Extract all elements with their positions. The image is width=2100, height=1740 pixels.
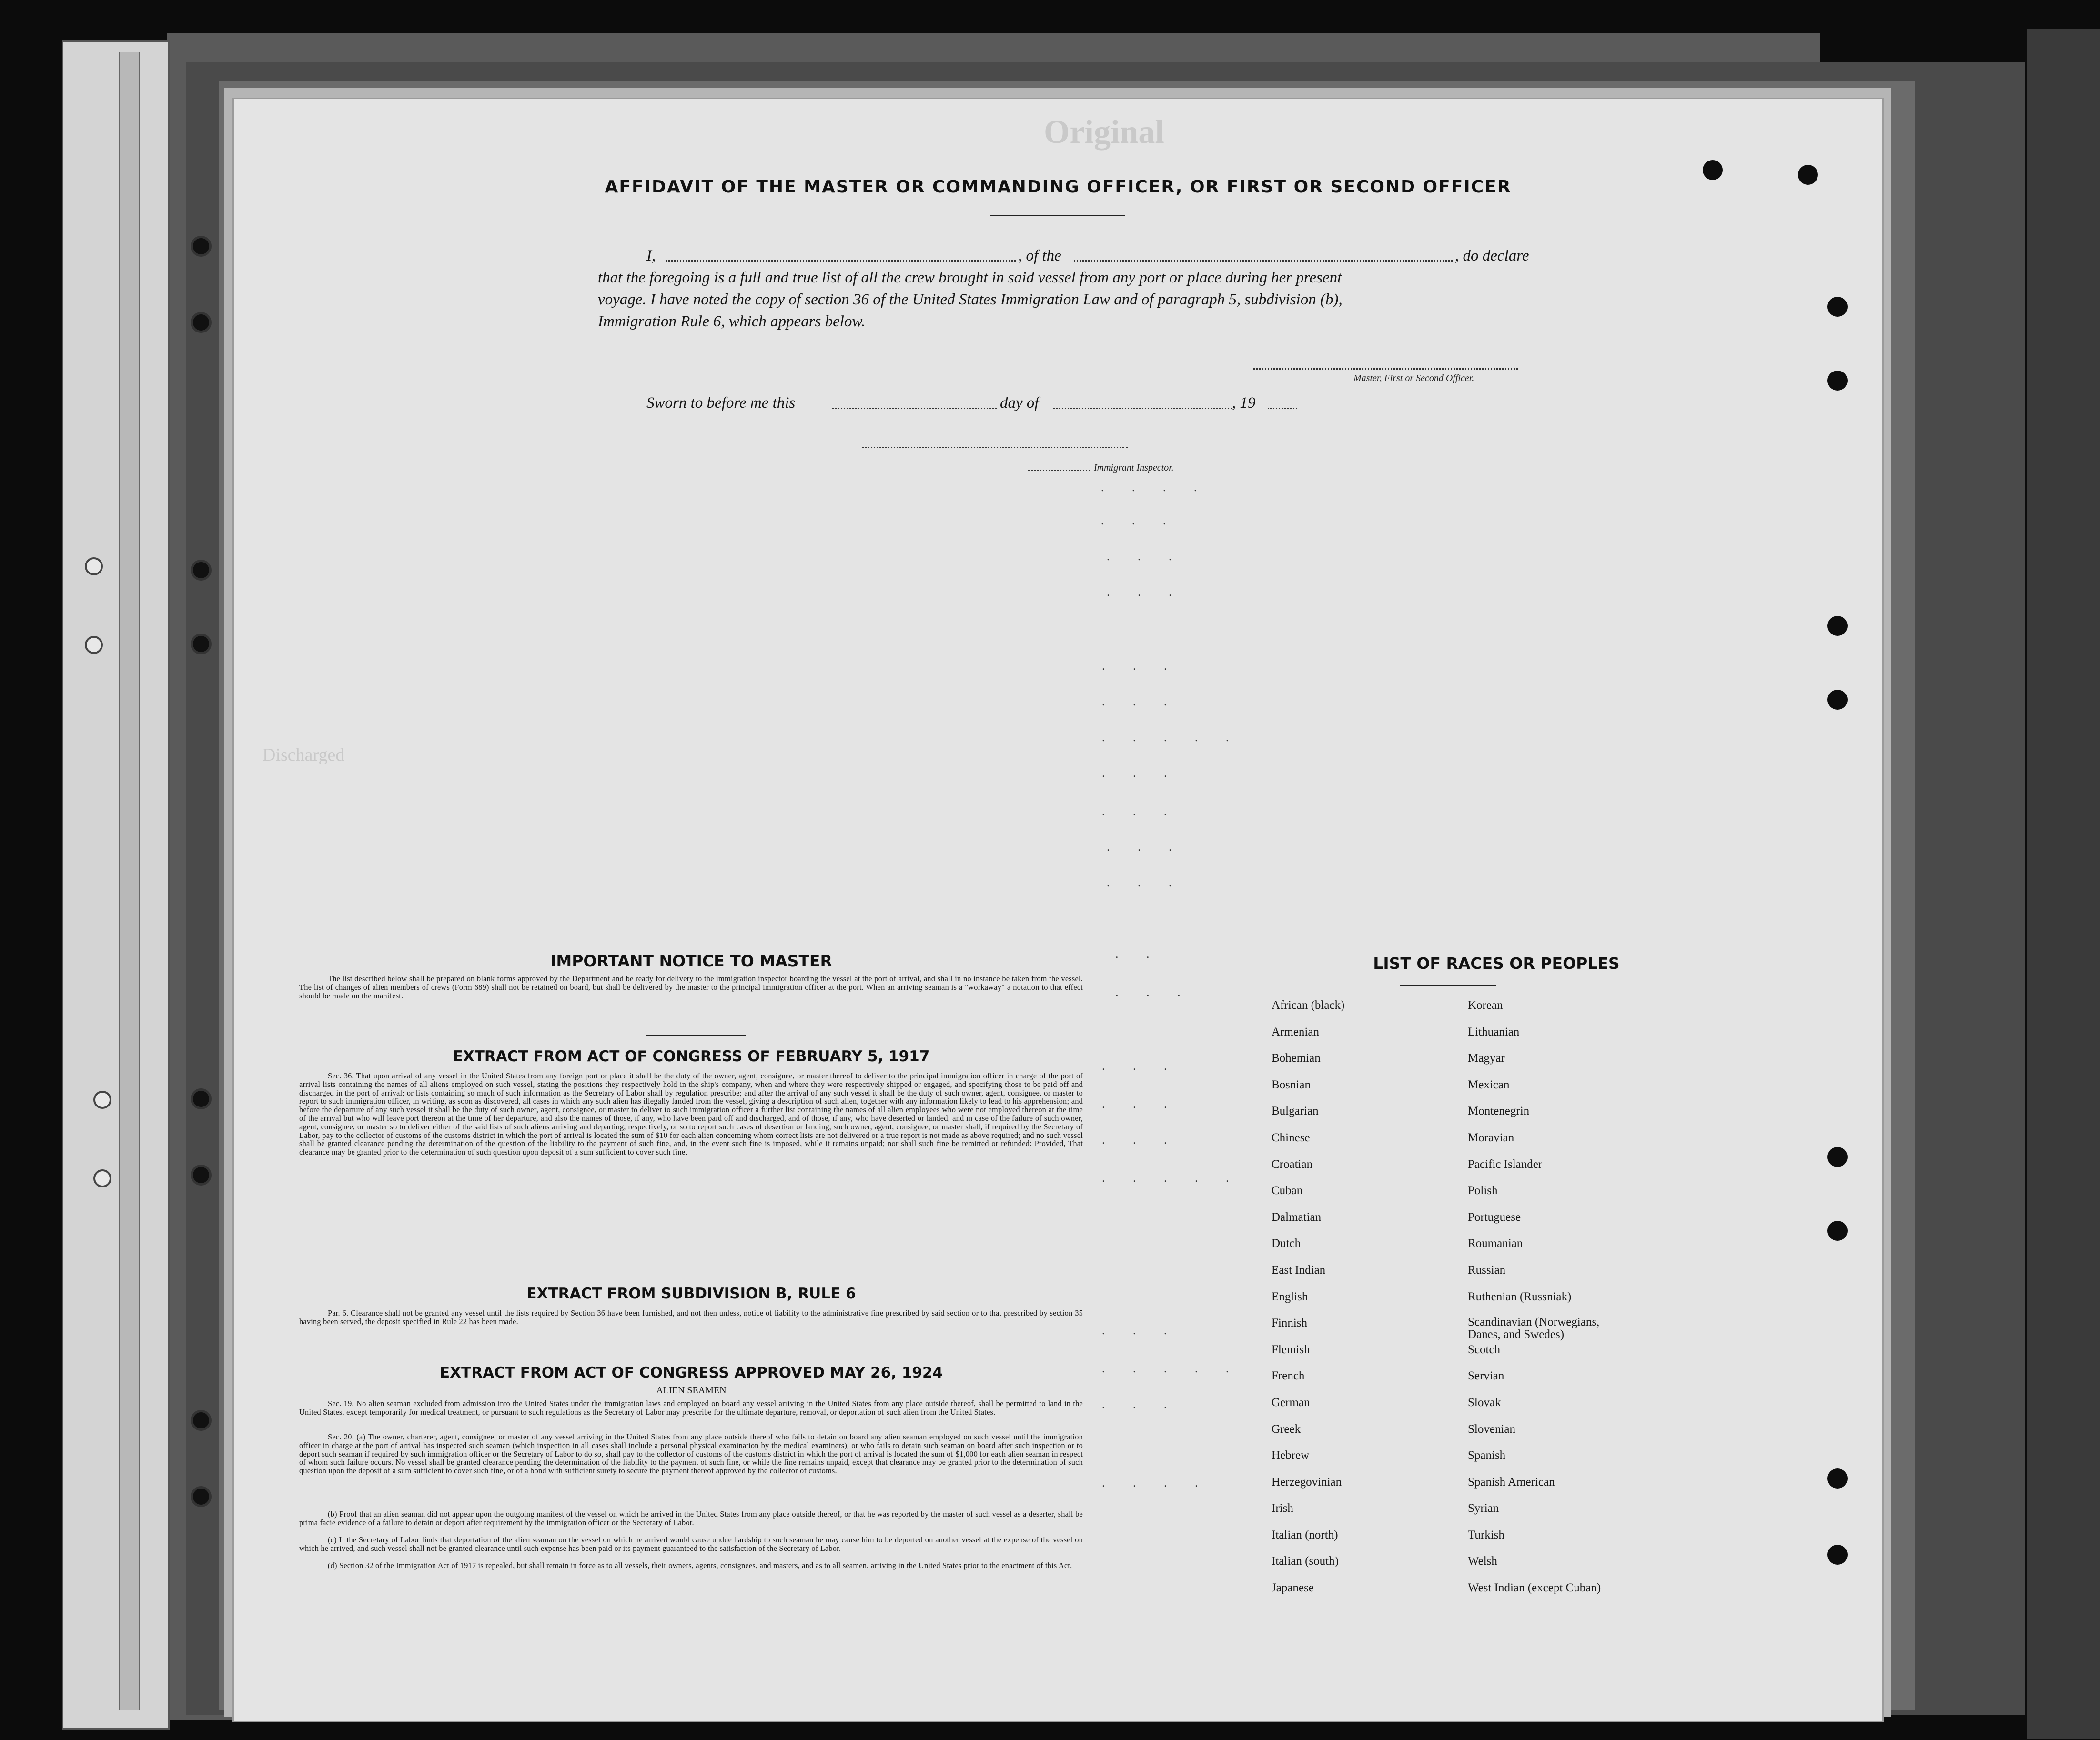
race-item: Turkish [1468,1528,1504,1541]
show-through-dots: . . . . . [1102,1171,1242,1185]
sec19-text: Sec. 19. No alien seaman excluded from admission into the United States under the immigration laws and employed on board any vessel arriving in the United States from any place outside thereof, shall be permitted to land in the United States, except temporarily for medical treatment, or pursuant to such regulations as the Secretary of Labor may prescribe for the ultimate departure, removal, or deportation of such alien from the United States. [299,1399,1083,1417]
inspector-dots [1028,470,1090,471]
binder-hole [191,1486,212,1507]
signature-label: Master, First or Second Officer. [1353,373,1474,383]
race-item: Irish [1272,1502,1293,1515]
race-item: Italian (north) [1272,1528,1338,1541]
race-item: Japanese [1272,1581,1314,1595]
race-item: Scandinavian (Norwegians, Danes, and Swedes) [1468,1316,1600,1341]
name-field[interactable] [666,260,1016,262]
race-item: Lithuanian [1468,1025,1520,1038]
punch-hole [1827,1221,1848,1241]
race-item: Bulgarian [1272,1105,1319,1118]
affidavit-i: I, [646,247,656,264]
race-item: Flemish [1272,1343,1310,1356]
race-item: Mexican [1468,1078,1510,1091]
inspector-signature-field[interactable] [862,447,1128,448]
punch-hole [1827,616,1848,636]
dark-edge [2027,29,2100,1739]
race-item: African (black) [1272,999,1345,1012]
sec20a-text: Sec. 20. (a) The owner, charterer, agent, consignee, or master of any vessel arriving in the United States from any place outside thereof who fails to detain on board any alien seaman employed on such vessel until the immigration officer in charge at the port of arrival has inspected such seaman (which inspection in all cases shall include a personal physical examination by the medical examiners), or who fails to detain such seaman on board after such inspection or to deport such seaman if required by such immigration officer or the Secretary of Labor to do so, shall pay to the collector of customs of the customs district in which the port of arrival is located the sum of $1,000 for each alien seaman in respect of whom such failure occurs. No vessel shall be granted clearance pending the determination of the liability to the payment of such fine, or while the fine remains unpaid, except that clearance may be granted prior to the determination of such question upon the deposit of a sum sufficient to cover such fine, or of a bond with sufficient surety to secure the payment thereof approved by the collector of customs. [299,1432,1083,1476]
sec20b-text: (b) Proof that an alien seaman did not appear upon the outgoing manifest of the vessel on which he arrived in the United States from any place outside thereof, or that he was reported by the master of such vessel as a deserter, shall be prima facie evidence of a failure to detain or deport after requirement by the immigration officer or the Secretary of Labor. [299,1509,1083,1527]
notice-text: The list described below shall be prepared on blank forms approved by the Department and be ready for delivery to the immigration inspector boarding the vessel at the port of arrival, and shall in no instance be taken from the vessel. The list of changes of alien members of crews (Form 689) shall not be retained on board, but shall be delivered by the master to the principal immigration officer at the port. When an arriving seaman is a "workaway" a notation to that effect should be made on the manifest. [299,974,1083,1000]
show-through-dots: . . [1115,947,1162,961]
race-item: Finnish [1272,1317,1308,1330]
binder-hole [191,312,212,333]
race-item: Spanish [1468,1449,1506,1462]
show-through-dots: . . . [1102,804,1180,818]
affidavit-line: voyage. I have noted the copy of section 36 of the United States Immigration Law and of paragraph 5, subdivision (b), [598,291,1343,308]
punch-hole [1827,690,1848,710]
binder-ring [93,1169,111,1187]
vessel-field[interactable] [1074,260,1453,262]
sworn-day-field[interactable] [832,408,997,409]
binder-hole [191,560,212,581]
show-through-dots: . . . . [1101,480,1210,494]
race-item: Croatian [1272,1157,1313,1171]
binder-hole [191,1165,212,1186]
show-through-dots: . . . [1107,840,1184,854]
binder-hole [191,634,212,654]
show-through-dots: . . . . [1102,1476,1211,1489]
race-item: Moravian [1468,1131,1514,1144]
affidavit-of-the: , of the [1018,247,1061,264]
race-item: Korean [1468,999,1503,1012]
race-item: Herzegovinian [1272,1475,1342,1489]
race-item: East Indian [1272,1263,1326,1277]
binder-spine [62,40,170,1730]
race-item: Bohemian [1272,1052,1321,1065]
race-item: French [1272,1369,1305,1383]
show-through-dots: . . . [1102,1133,1180,1147]
sec20c-text: (c) If the Secretary of Labor finds that deportation of the alien seaman on the vessel on which he arrived would cause undue hardship to such seaman he may cause him to be deported on another vessel at the expense of the vessel on which he arrived, and such vessel shall not be granted clearance until such expense has been paid or its payment guaranteed to the satisfaction of the Secretary of Labor. [299,1535,1083,1553]
race-item: Montenegrin [1468,1105,1530,1118]
race-item: Polish [1468,1184,1498,1197]
race-item: English [1272,1290,1308,1303]
punch-hole [1827,297,1848,317]
show-through-dots: . . . [1102,659,1180,673]
races-column-1 [1272,998,1344,1608]
race-item: Russian [1468,1263,1506,1277]
race-item: Greek [1272,1422,1301,1436]
binder-hole [191,1088,212,1109]
affidavit-title: AFFIDAVIT OF THE MASTER OR COMMANDING OFFICER, OR FIRST OR SECOND OFFICER [605,177,1512,197]
sec20d-text: (d) Section 32 of the Immigration Act of 1917 is repealed, but shall remain in force as to all vessels, their owners, agents, consignees, and masters, and as to all seamen, arriving in the United States prior to the enactment of this Act. [328,1561,1072,1570]
race-item: German [1272,1396,1310,1409]
extract-rule6-title: EXTRACT FROM SUBDIVISION B, RULE 6 [526,1285,856,1302]
show-through-dots: . . . . . [1102,730,1242,744]
sworn-year-field[interactable] [1268,408,1297,409]
race-item: Magyar [1468,1052,1505,1065]
discharged-stamp: Discharged [262,745,345,765]
sworn-month-field[interactable] [1053,408,1232,409]
divider [990,215,1125,216]
punch-hole [1827,1545,1848,1565]
show-through-dots: . . . [1102,1059,1180,1073]
race-item: Armenian [1272,1025,1319,1038]
race-item: Slovak [1468,1396,1501,1409]
punch-hole [1827,371,1848,391]
sworn-day-of: day of [1000,394,1039,412]
binder-ring [85,636,103,654]
show-through-dots: . . . [1102,1097,1180,1111]
race-item: Italian (south) [1272,1555,1339,1568]
show-through-dots: . . . [1102,766,1180,780]
sworn-year: , 19 [1232,394,1256,412]
race-item: Slovenian [1468,1422,1515,1436]
binder-hole [191,1410,212,1431]
race-item: Scotch [1468,1343,1501,1356]
races-column-2 [1468,998,1630,1608]
race-item: Pacific Islander [1468,1157,1543,1171]
binder-ring [93,1091,111,1109]
race-item: Ruthenian (Russniak) [1468,1290,1572,1303]
race-item: Portuguese [1468,1210,1521,1224]
race-item: Roumanian [1468,1237,1523,1250]
binder-ring [85,557,103,575]
extract-1917-text: Sec. 36. That upon arrival of any vessel in the United States from any foreign port or place it shall be the duty of the owner, agent, consignee, or master thereof to deliver to the principal immigration officer in charge of the port of arrival lists containing the names of all aliens employed on such vessel, stating the positions they respectively hold in the ship's company, when and where they were respectively shipped or engaged, and specifying those to be paid off and discharged in the port of arrival; or lists containing so much of such information as the Secretary of Labor shall by regulation prescribe; and after the arrival of any such vessel it shall be the duty of such owner, agent, consignee, or master to report to such immigration officer, in writing, as soon as discovered, all cases in which any such alien has illegally landed from the vessel, giving a description of such alien, together with any information likely to lead to his apprehension; and before the departure of any such vessel it shall be the duty of such owner, agent, consignee, or master to deliver to such immigration officer a further list containing the names of all alien employees who were not employed thereon at the time of the arrival but who will leave port thereon at the time of her departure, and also the names of those, if any, who have been paid off and discharged, and of those, if any, who have deserted or landed; and in case of the failure of such owner, agent, consignee, or master so to deliver either of the said lists of such aliens arriving and departing, respectively, or so to report such cases of desertion or landing, such owner, agent, consignee, or master shall, if required by the Secretary of Labor, pay to the collector of customs of the customs district in which the port of arrival is located the sum of $10 for each alien concerning whom correct lists are not delivered or a true report is not made as above required; and no such vessel shall be granted clearance pending the determination of the question of the liability to the payment of such fine, and, in the event such fine is imposed, while it remains unpaid; nor shall such fine be remitted or refunded: Provided, That clearance may be granted prior to the determination of such question upon deposit of a sum sufficient to cover such fine. [299,1071,1083,1157]
races-title: LIST OF RACES OR PEOPLES [1373,954,1620,973]
show-through-dots: . . . [1107,549,1184,563]
race-item: Welsh [1468,1555,1497,1568]
master-signature-field[interactable] [1253,368,1518,370]
extract-rule6-text: Par. 6. Clearance shall not be granted any vessel until the lists required by Section 36 have been furnished, and not then unless, notice of liability to the administrative fine prescribed by said section or to that prescribed by section 35 having been served, the deposit specified in Rule 22 has been made. [299,1308,1083,1326]
race-item: Chinese [1272,1131,1310,1144]
show-through-dots: . . . [1101,513,1179,527]
race-item: Cuban [1272,1184,1303,1197]
binder-strip [119,52,140,1710]
punch-hole [1827,1468,1848,1489]
extract-1924-title: EXTRACT FROM ACT OF CONGRESS APPROVED MAY 26, 1924 [439,1364,943,1381]
show-through-dots: . . . [1102,1397,1180,1411]
race-item: Dalmatian [1272,1210,1322,1224]
original-stamp: Original [1044,114,1164,151]
affidavit-declare: , do declare [1455,247,1529,264]
affidavit-line: Immigration Rule 6, which appears below. [598,313,866,330]
show-through-dots: . . . . . [1102,1361,1242,1375]
divider [646,1035,746,1036]
punch-hole [1827,1147,1848,1167]
race-item: Spanish American [1468,1475,1555,1489]
inspector-label: Immigrant Inspector. [1094,463,1174,473]
race-item: Servian [1468,1369,1504,1383]
race-item: Bosnian [1272,1078,1311,1091]
affidavit-line: that the foregoing is a full and true list of all the crew brought in said vessel from any port or place during her present [598,269,1342,286]
binder-hole [191,236,212,257]
race-item: Syrian [1468,1502,1499,1515]
show-through-dots: . . . [1107,585,1184,599]
extract-1917-title: EXTRACT FROM ACT OF CONGRESS OF FEBRUARY 5, 1917 [453,1048,930,1065]
notice-title: IMPORTANT NOTICE TO MASTER [550,952,832,970]
race-item: Dutch [1272,1237,1301,1250]
divider [1400,985,1496,986]
race-item: Hebrew [1272,1449,1310,1462]
show-through-dots: . . . [1102,1323,1180,1337]
sworn-text: Sworn to before me this [646,394,796,412]
show-through-dots: . . . [1107,875,1184,889]
show-through-dots: . . . [1115,985,1193,999]
extract-1924-subtitle: ALIEN SEAMEN [656,1385,727,1396]
show-through-dots: . . . [1102,694,1180,708]
race-item: West Indian (except Cuban) [1468,1581,1601,1595]
affidavit-page [232,98,1884,1722]
